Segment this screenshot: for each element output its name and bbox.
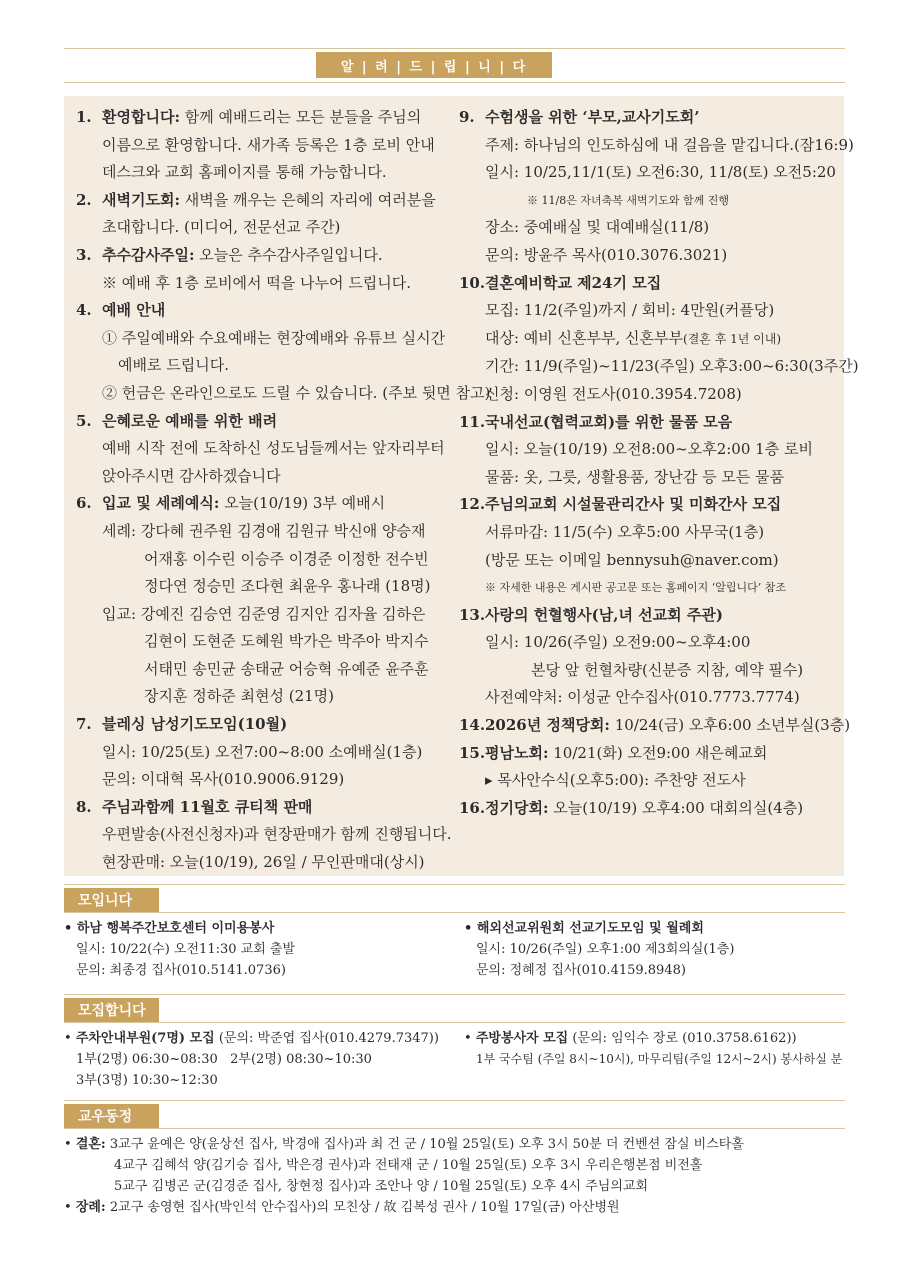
item-text: 새벽을 깨우는 은혜의 자리에 여러분을 bbox=[180, 190, 436, 209]
baptism-label: 세례: bbox=[102, 521, 137, 540]
item-line: ※ 예배 후 1층 로비에서 떡을 나누어 드립니다. bbox=[102, 273, 412, 292]
notice-item-6 bbox=[76, 490, 490, 711]
item-number: 13. bbox=[459, 605, 486, 624]
item-text: 오늘은 추수감사주일입니다. bbox=[194, 245, 383, 264]
item-title: 국내선교(협력교회)를 위한 물품 모음 bbox=[485, 412, 733, 431]
recruit-line: 1부(2명) 06:30~08:30 2부(2명) 08:30~10:30 bbox=[76, 1052, 372, 1067]
header-rule-top bbox=[64, 48, 845, 49]
item-text: 10/24(금) 오후6:00 소년부실(3층) bbox=[609, 716, 851, 735]
item-number: 12. bbox=[459, 495, 486, 514]
item-title: 평남노회: bbox=[485, 743, 549, 762]
section-rule bbox=[64, 1022, 845, 1023]
item-line: 문의: 이대혁 목사(010.9006.9129) bbox=[102, 770, 345, 789]
item-line: 데스크와 교회 홈페이지를 통해 가능합니다. bbox=[102, 163, 387, 182]
notice-item-9 bbox=[459, 104, 859, 270]
section-rule bbox=[64, 884, 845, 885]
recruit-section bbox=[64, 994, 845, 1098]
notice-item-3 bbox=[76, 242, 490, 297]
notice-item-7 bbox=[76, 711, 490, 794]
item-line: 장지훈 정하준 최현성 (21명) bbox=[144, 687, 334, 706]
notice-item-12 bbox=[459, 491, 859, 601]
gathering-line: 문의: 최종경 집사(010.5141.0736) bbox=[76, 963, 286, 978]
item-line: 신청: 이영원 전도사(010.3954.7208) bbox=[485, 384, 742, 403]
item-line: 어재홍 이수린 이승주 이경준 이정한 전수빈 bbox=[144, 549, 429, 568]
header-rule-bottom bbox=[64, 82, 845, 83]
item-number: 8. bbox=[76, 797, 92, 816]
item-line: 사전예약처: 이성균 안수집사(010.7773.7774) bbox=[485, 688, 800, 707]
notice-column-left bbox=[76, 104, 490, 877]
notice-item-16 bbox=[459, 795, 859, 823]
section-rule bbox=[64, 994, 845, 995]
notice-item-4 bbox=[76, 297, 490, 407]
recruit-line: 1부 국수팀 (주일 8시~10시), 마무리팀(주일 12시~2시) 봉사하실 분 bbox=[476, 1052, 843, 1066]
section-rule bbox=[64, 912, 845, 913]
item-line: 일시: 10/26(주일) 오전9:00~오후4:00 bbox=[485, 633, 751, 652]
funeral-line: 2교구 송영현 집사(박인석 안수집사)의 모친상 / 故 김복성 권사 / 10월 17일(금) 아산병원 bbox=[109, 1200, 620, 1215]
congregation-news-section bbox=[64, 1100, 845, 1230]
recruit-title: 주차안내부원(7명) 모집 bbox=[75, 1031, 215, 1046]
wedding-line: 5교구 김병곤 군(김경준 집사, 창현정 집사)과 조안나 양 / 10월 25일(토) 오후 4시 주님의교회 bbox=[114, 1179, 649, 1194]
notice-item-14 bbox=[459, 712, 859, 740]
item-number: 16. bbox=[459, 798, 486, 817]
notice-item-13 bbox=[459, 602, 859, 712]
gathering-line: 일시: 10/22(수) 오전11:30 교회 출발 bbox=[76, 942, 296, 957]
item-title: 환영합니다: bbox=[102, 108, 180, 126]
item-number: 7. bbox=[76, 715, 92, 734]
item-line: 초대합니다. (미디어, 전문선교 주간) bbox=[102, 218, 341, 237]
section-heading: 모입니다 bbox=[64, 888, 159, 912]
item-line: 본당 앞 헌혈차량(신분증 지참, 예약 필수) bbox=[531, 660, 804, 679]
item-title: 정기당회: bbox=[485, 798, 549, 817]
item-line: 정다연 정승민 조다현 최윤우 홍나래 (18명) bbox=[144, 577, 431, 596]
item-number: 11. bbox=[459, 412, 486, 431]
item-line: 강다혜 권주원 김경애 김원규 박신애 양승재 bbox=[140, 521, 426, 540]
notice-panel bbox=[64, 96, 859, 876]
item-line: 일시: 10/25(토) 오전7:00~8:00 소예배실(1층) bbox=[102, 742, 423, 761]
item-line: 서태민 송민균 송태균 어승혁 유예준 윤주훈 bbox=[144, 659, 429, 678]
item-line: ▸ 목사안수식(오후5:00): 주찬양 전도사 bbox=[485, 771, 746, 790]
notice-item-5 bbox=[76, 408, 490, 491]
section-rule bbox=[64, 1100, 845, 1101]
wedding-label: 결혼: bbox=[75, 1137, 106, 1152]
item-title: 은혜로운 예배를 위한 배려 bbox=[102, 411, 278, 430]
gathering-title: • 해외선교위원회 선교기도모임 및 월례회 bbox=[464, 918, 734, 939]
section-heading: 교우동정 bbox=[64, 1104, 159, 1128]
notice-item-10 bbox=[459, 270, 859, 409]
item-line: ※ 11/8은 자녀축복 새벽기도와 함께 진행 bbox=[527, 193, 729, 207]
item-line: 모집: 11/2(주일)까지 / 회비: 4만원(커플당) bbox=[485, 301, 775, 320]
gathering-line: 문의: 정혜정 집사(010.4159.8948) bbox=[476, 963, 686, 978]
item-text: 함께 예배드리는 모든 분들을 주님의 bbox=[180, 108, 422, 126]
item-line: 서류마감: 11/5(수) 오후5:00 사무국(1층) bbox=[485, 522, 765, 541]
item-number: 1. bbox=[76, 108, 92, 126]
item-number: 15. bbox=[459, 743, 486, 762]
item-title: 2026년 정책당회: bbox=[485, 716, 610, 735]
item-line: 예배 시작 전에 도착하신 성도님들께서는 앞자리부터 bbox=[102, 439, 445, 458]
item-title: 예배 안내 bbox=[102, 301, 166, 320]
notice-item-15 bbox=[459, 740, 859, 795]
item-number: 10. bbox=[459, 273, 486, 292]
notice-item-11 bbox=[459, 409, 859, 492]
item-title: 블레싱 남성기도모임(10월) bbox=[102, 715, 288, 734]
item-line: 주제: 하나님의 인도하심에 내 걸음을 맡깁니다.(잠16:9) bbox=[485, 135, 854, 154]
item-note: (결혼 후 1년 이내) bbox=[683, 331, 782, 346]
item-title: 추수감사주일: bbox=[102, 245, 195, 264]
section-heading: 모집합니다 bbox=[64, 998, 159, 1022]
gathering-title: • 하남 행복주간보호센터 이미용봉사 bbox=[64, 918, 295, 939]
item-number: 14. bbox=[459, 716, 486, 735]
item-line: ② 헌금은 온라인으로도 드릴 수 있습니다. (주보 뒷면 참고) bbox=[102, 383, 491, 402]
wedding-line: 3교구 윤예은 양(윤상선 집사, 박경애 집사)과 최 건 군 / 10월 25일(토) 오후 3시 50분 더 컨벤션 잠실 비스타홀 bbox=[109, 1137, 744, 1152]
item-line: 김현이 도현준 도혜원 박가은 박주아 박지수 bbox=[144, 632, 429, 651]
item-title: 새벽기도회: bbox=[102, 190, 180, 209]
item-line: 우편발송(사전신청자)과 현장판매가 함께 진행됩니다. bbox=[102, 825, 452, 844]
item-title: 입교 및 세례예식: bbox=[102, 494, 220, 513]
item-number: 2. bbox=[76, 190, 92, 209]
page-title: 알 | 려 | 드 | 립 | 니 | 다 bbox=[316, 52, 552, 78]
item-text: 10/21(화) 오전9:00 새은혜교회 bbox=[548, 743, 768, 762]
item-line: 대상: 예비 신혼부부, 신혼부부 bbox=[485, 328, 684, 347]
recruit-contact: (문의: 임익수 장로 (010.3758.6162)) bbox=[568, 1031, 797, 1046]
item-title: 결혼예비학교 제24기 모집 bbox=[485, 273, 662, 292]
recruit-contact: (문의: 박준엽 집사(010.4279.7347)) bbox=[214, 1031, 439, 1046]
notice-item-1 bbox=[76, 104, 490, 187]
item-line: ※ 자세한 내용은 게시판 공고문 또는 홈페이지 ‘알립니다’ 참조 bbox=[485, 581, 786, 595]
item-text: 오늘(10/19) 오후4:00 대회의실(4층) bbox=[548, 798, 804, 817]
item-line: 기간: 11/9(주일)~11/23(주일) 오후3:00~6:30(3주간) bbox=[485, 357, 859, 376]
item-line: 강예진 김승연 김준영 김지안 김자율 김하은 bbox=[140, 604, 426, 623]
item-number: 6. bbox=[76, 494, 92, 513]
notice-item-2 bbox=[76, 187, 490, 242]
item-line: 예배로 드립니다. bbox=[118, 356, 229, 375]
item-line: 현장판매: 오늘(10/19), 26일 / 무인판매대(상시) bbox=[102, 853, 425, 872]
recruit-title: 주방봉사자 모집 bbox=[475, 1031, 569, 1046]
item-title: 주님의교회 시설물관리간사 및 미화간사 모집 bbox=[485, 495, 782, 514]
item-line: 장소: 중예배실 및 대예배실(11/8) bbox=[485, 218, 710, 237]
item-line: 이름으로 환영합니다. 새가족 등록은 1층 로비 안내 bbox=[102, 135, 435, 154]
section-rule bbox=[64, 1128, 845, 1129]
item-line: 일시: 10/25,11/1(토) 오전6:30, 11/8(토) 오전5:20 bbox=[485, 163, 836, 182]
funeral-label: 장례: bbox=[75, 1200, 106, 1215]
item-line: 문의: 방윤주 목사(010.3076.3021) bbox=[485, 245, 728, 264]
item-title: 수험생을 위한 ‘부모,교사기도회’ bbox=[485, 108, 700, 126]
item-line: 물품: 옷, 그릇, 생활용품, 장난감 등 모든 물품 bbox=[485, 467, 785, 486]
item-title: 주님과함께 11월호 큐티책 판매 bbox=[102, 797, 313, 816]
notice-column-right bbox=[459, 104, 859, 822]
notice-item-8 bbox=[76, 794, 490, 877]
recruit-line: 3부(3명) 10:30~12:30 bbox=[76, 1073, 218, 1088]
gathering-section bbox=[64, 884, 845, 994]
wedding-line: 4교구 김혜석 양(김기승 집사, 박은경 권사)과 전태재 군 / 10월 25일(토) 오후 3시 우리은행본점 비전홀 bbox=[114, 1158, 703, 1173]
gathering-line: 일시: 10/26(주일) 오후1:00 제3회의실(1층) bbox=[476, 942, 735, 957]
item-number: 9. bbox=[459, 108, 475, 126]
item-line: 앉아주시면 감사하겠습니다 bbox=[102, 466, 281, 485]
item-number: 3. bbox=[76, 245, 92, 264]
item-line: (방문 또는 이메일 bennysuh@naver.com) bbox=[485, 550, 779, 569]
item-line: 일시: 오늘(10/19) 오전8:00~오후2:00 1층 로비 bbox=[485, 440, 813, 459]
item-number: 5. bbox=[76, 411, 92, 430]
item-line: ① 주일예배와 수요예배는 현장예배와 유튜브 실시간 bbox=[102, 328, 446, 347]
item-number: 4. bbox=[76, 301, 92, 320]
item-text: 오늘(10/19) 3부 예배시 bbox=[219, 494, 386, 513]
confirmation-label: 입교: bbox=[102, 604, 137, 623]
item-title: 사랑의 헌혈행사(남,녀 선교회 주관) bbox=[485, 605, 723, 624]
